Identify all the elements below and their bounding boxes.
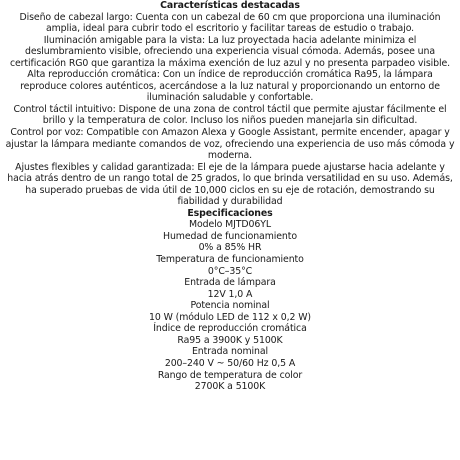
spec-rated-power-label: Potencia nominal <box>190 300 270 312</box>
spec-cri-label: Índice de reproducción cromática <box>153 323 307 335</box>
spec-rated-power-value: 10 W (módulo LED de 112 x 0,2 W) <box>149 311 311 323</box>
spec-color-temp-value: 2700K a 5100K <box>194 381 266 393</box>
features-heading: Características destacadas <box>160 0 300 11</box>
spec-model: Modelo MJTD06YL <box>188 219 272 231</box>
feature-eye-friendly: Iluminación amigable para la vista: La luz proyectada hacia adelante minimiza el deslumbramiento visible, ofreciendo una experiencia visual cómoda. Además, posee una certificación RG0 que garantiza la máxima exención de luz azul y no presenta parpadeo visible. <box>9 34 451 69</box>
spec-color-temp-label: Rango de temperatura de color <box>157 369 303 381</box>
spec-lamp-input-label: Entrada de lámpara <box>184 277 276 289</box>
spec-rated-input-value: 200–240 V ~ 50/60 Hz 0,5 A <box>164 357 296 369</box>
spec-lamp-input-value: 12V 1,0 A <box>207 288 253 300</box>
spec-rated-input-label: Entrada nominal <box>191 346 269 358</box>
spec-humidity-value: 0% a 85% HR <box>198 242 262 254</box>
spec-temperature-value: 0°C–35°C <box>207 265 253 277</box>
feature-touch-control: Control táctil intuitivo: Dispone de una zona de control táctil que permite ajustar fácilmente el brillo y la temperatura de color. Incluso los niños pueden manejarla sin dificultad. <box>13 103 447 127</box>
specs-heading: Especificaciones <box>187 207 273 219</box>
spec-cri-value: Ra95 a 3900K y 5100K <box>177 334 283 346</box>
spec-temperature-label: Temperatura de funcionamiento <box>156 254 304 266</box>
feature-voice-control: Control por voz: Compatible con Amazon Alexa y Google Assistant, permite encender, apagar y ajustar la lámpara mediante comandos de voz, ofreciendo una experiencia de uso más cómoda y moderna. <box>5 127 455 162</box>
feature-long-head: Diseño de cabezal largo: Cuenta con un cabezal de 60 cm que proporciona una iluminación amplia, ideal para cubrir todo el escritorio y facilitar tareas de estudio o trabajo. <box>19 11 441 35</box>
feature-color-rendering: Alta reproducción cromática: Con un índice de reproducción cromática Ra95, la lámpara reproduce colores auténticos, acercándose a la luz natural y proporcionando un entorno de iluminación saludable y confortable. <box>20 69 440 104</box>
spec-humidity-label: Humedad de funcionamiento <box>163 230 297 242</box>
feature-adjustable: Ajustes flexibles y calidad garantizada: El eje de la lámpara puede ajustarse hacia adelante y hacia atrás dentro de un rango total de 25 grados, lo que brinda versatilidad en su uso. Además, ha superado pruebas de vida útil de 10,000 ciclos en su eje de rotación, demostrando su fiabilidad y durabilidad <box>7 161 453 208</box>
